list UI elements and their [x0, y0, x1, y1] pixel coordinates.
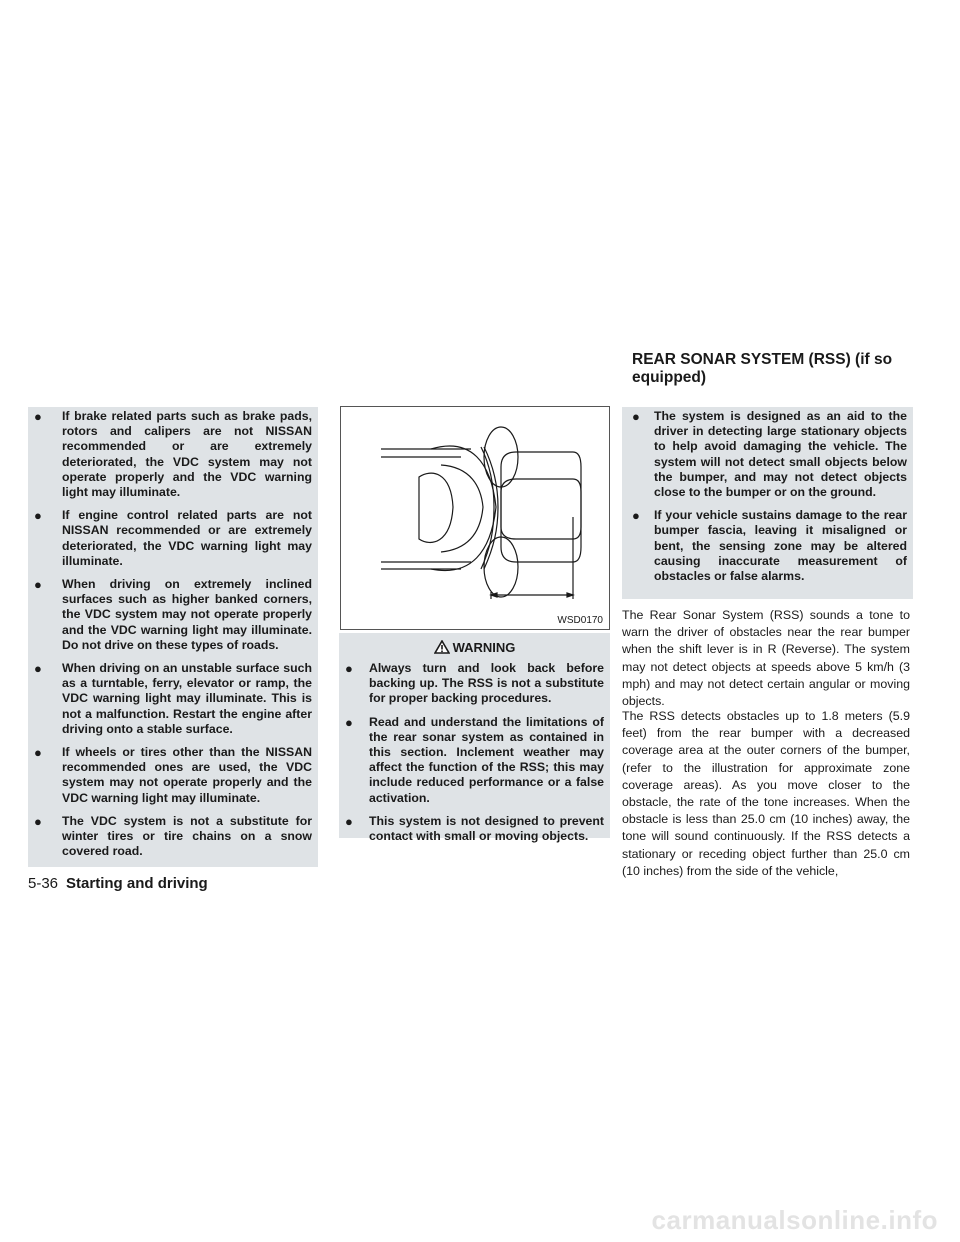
warning-triangle-icon	[434, 640, 450, 654]
list-item: ● Read and understand the limitations of the rear sonar system as contained in this section. Inclement weather may affect the function of the RSS; this may include reduced performance or a false activation.	[345, 714, 604, 805]
section-title: REAR SONAR SYSTEM (RSS) (if so equipped)	[632, 351, 893, 386]
list-item: ● If brake related parts such as brake pads, rotors and calipers are not NISSAN recommended or are extremely deteriorated, the VDC system may not operate properly and the VDC warning light may illuminate.	[34, 409, 312, 500]
bullet-icon: ●	[632, 409, 640, 424]
vdc-bullet-list	[28, 407, 318, 859]
bullet-icon: ●	[34, 409, 42, 424]
chapter-title: Starting and driving	[66, 875, 208, 892]
rear-sonar-zone-diagram-icon	[341, 407, 609, 629]
rss-bullet-list	[622, 407, 913, 584]
list-item: ● Always turn and look back before backing up. The RSS is not a substitute for proper backing procedures.	[345, 661, 604, 706]
list-item: ● This system is not designed to prevent contact with small or moving objects.	[345, 813, 604, 844]
page-footer	[28, 875, 208, 892]
list-item: ● If engine control related parts are not NISSAN recommended or are extremely deteriorated, the VDC warning light may illuminate.	[34, 508, 312, 568]
list-item: ● When driving on an unstable surface such as a turntable, ferry, elevator or ramp, the VDC warning light may illuminate. This is not a malfunction. Restart the engine after driving onto a stable surface.	[34, 661, 312, 736]
bullet-icon: ●	[34, 813, 42, 829]
figure-code: WSD0170	[557, 615, 603, 626]
warning-label: WARNING	[452, 640, 516, 655]
watermark: carmanualsonline.info	[651, 1205, 938, 1235]
bullet-icon: ●	[345, 714, 353, 730]
paragraph-rss-intro: The Rear Sonar System (RSS) sounds a tone to warn the driver of obstacles near the rear bumper when the shift lever is in R (Reverse). The system may not detect objects at speeds above 5 km/h (3 mph) and may not detect certain angular or moving objects.	[622, 608, 910, 709]
rear-sonar-zone-figure	[340, 406, 610, 630]
bullet-icon: ●	[34, 577, 42, 593]
vdc-notes-box	[28, 407, 318, 867]
bullet-icon: ●	[34, 661, 42, 677]
bullet-icon: ●	[345, 661, 353, 676]
warning-heading	[339, 633, 610, 661]
list-item: ● If wheels or tires other than the NISSAN recommended ones are used, the VDC system may not operate properly and the VDC warning light may illuminate.	[34, 745, 312, 805]
list-item: ● When driving on extremely inclined surfaces such as higher banked corners, the VDC system may not operate properly and the VDC warning light may illuminate. Do not drive on these types of roads.	[34, 577, 312, 652]
warning-box	[339, 633, 610, 844]
bullet-icon: ●	[34, 745, 42, 761]
warning-bullet-list	[339, 661, 610, 844]
page-number: 5-36	[28, 875, 59, 892]
bullet-icon: ●	[632, 508, 640, 524]
list-item: ● If your vehicle sustains damage to the rear bumper fascia, leaving it misaligned or bent, the sensing zone may be altered causing inaccurate measurement of obstacles or false alarms.	[632, 508, 907, 584]
list-item: ● The VDC system is not a substitute for winter tires or tire chains on a snow covered road.	[34, 813, 312, 859]
bullet-icon: ●	[34, 508, 42, 524]
paragraph-rss-detection: The RSS detects obstacles up to 1.8 meters (5.9 feet) from the rear bumper with a decreased coverage area at the outer corners of the bumper, (refer to the illustration for approximate zone coverage areas). As you move closer to the obstacle, the rate of the tone increases. When the obstacle is less than 25.0 cm (10 inches) away, the tone will sound continuously. If the RSS detects a stationary or receding object further than 25.0 cm (10 inches) from the side of the vehicle,	[622, 709, 910, 878]
bullet-icon: ●	[345, 813, 353, 829]
list-item: ● The system is designed as an aid to the driver in detecting large stationary objects to help avoid damaging the vehicle. The system will not detect small objects below the bumper, and may not detect objects close to the bumper or on the ground.	[632, 409, 907, 500]
rss-notes-box	[622, 407, 913, 599]
